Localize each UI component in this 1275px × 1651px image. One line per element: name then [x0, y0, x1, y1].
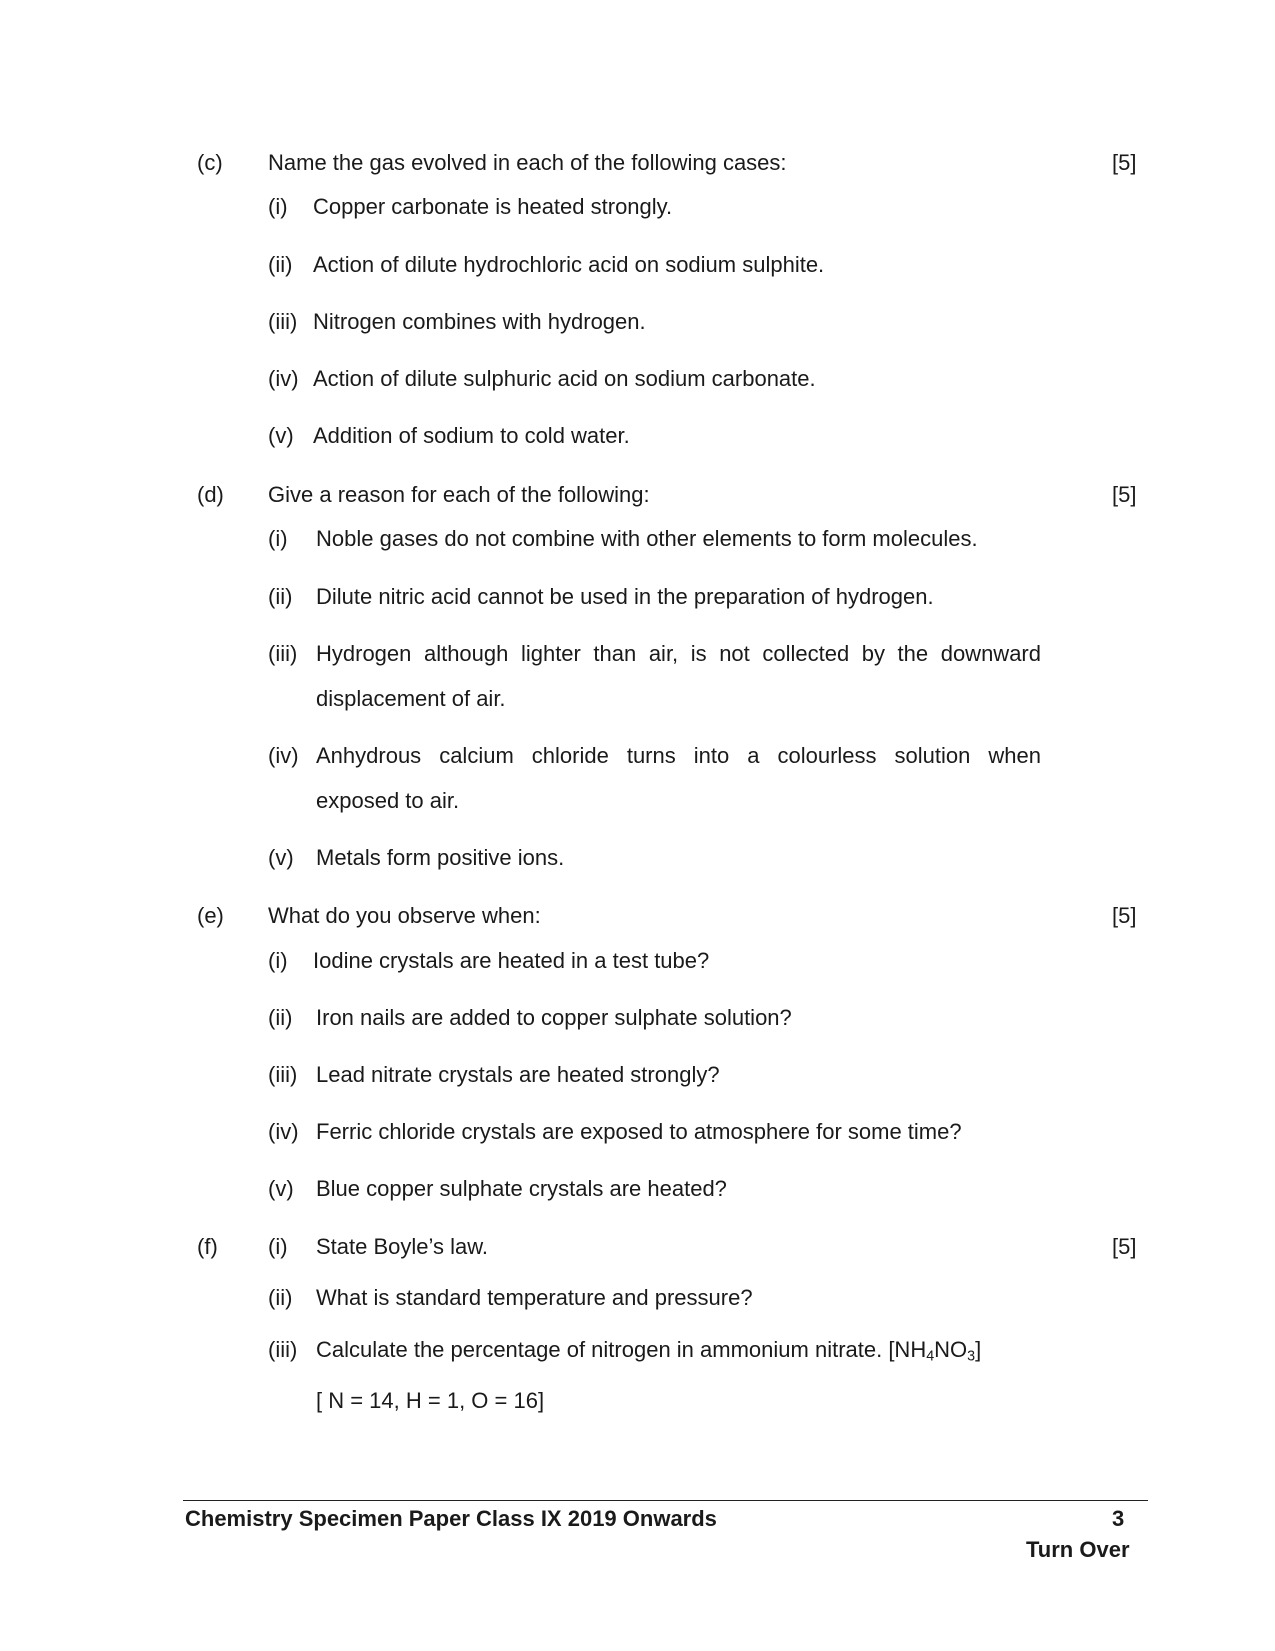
- f-iii-text: [316, 1336, 981, 1364]
- c-v-text: Addition of sodium to cold water.: [313, 423, 630, 448]
- question-d-label: (d): [197, 482, 224, 507]
- c-v-label: (v): [268, 423, 294, 448]
- c-i-label: (i): [268, 194, 288, 219]
- f-i-label: (i): [268, 1234, 288, 1259]
- c-i-text: Copper carbonate is heated strongly.: [313, 194, 673, 219]
- question-d-marks: [5]: [1112, 482, 1137, 507]
- subscript-4: 4: [926, 1348, 935, 1365]
- f-iii-text-end: ]: [975, 1337, 982, 1362]
- d-ii-text: Dilute nitric acid cannot be used in the preparation of hydrogen.: [316, 584, 934, 609]
- c-iv-label: (iv): [268, 366, 299, 391]
- d-ii-label: (ii): [268, 584, 293, 609]
- c-ii-label: (ii): [268, 252, 293, 277]
- question-e-marks: [5]: [1112, 903, 1137, 928]
- f-iii-text-main: Calculate the percentage of nitrogen in ammonium nitrate. [NH: [316, 1337, 927, 1362]
- d-i-label: (i): [268, 526, 288, 551]
- turn-over: Turn Over: [1026, 1537, 1130, 1562]
- c-iii-text: Nitrogen combines with hydrogen.: [313, 309, 646, 334]
- d-iv-text: Anhydrous calcium chloride turns into a colourless solution when: [316, 743, 1041, 768]
- f-ii-text: What is standard temperature and pressure?: [316, 1285, 753, 1310]
- e-iii-label: (iii): [268, 1062, 298, 1087]
- d-v-label: (v): [268, 845, 294, 870]
- d-v-text: Metals form positive ions.: [316, 845, 565, 870]
- question-c-marks: [5]: [1112, 150, 1137, 175]
- question-c-label: (c): [197, 150, 223, 175]
- question-e-text: What do you observe when:: [268, 903, 541, 928]
- e-ii-text: Iron nails are added to copper sulphate solution?: [316, 1005, 792, 1030]
- f-iii-text-mid: NO: [934, 1337, 968, 1362]
- f-iii-label: (iii): [268, 1337, 298, 1362]
- d-iii-text: Hydrogen although lighter than air, is not collected by the downward: [316, 641, 1041, 666]
- f-ii-label: (ii): [268, 1285, 293, 1310]
- footer-rule: [183, 1500, 1148, 1501]
- c-iv-text: Action of dilute sulphuric acid on sodium carbonate.: [313, 366, 816, 391]
- question-f-label: (f): [197, 1234, 218, 1259]
- footer-title: Chemistry Specimen Paper Class IX 2019 Onwards: [185, 1506, 717, 1531]
- atomic-masses: [ N = 14, H = 1, O = 16]: [316, 1388, 545, 1413]
- question-f-marks: [5]: [1112, 1234, 1137, 1259]
- e-v-label: (v): [268, 1176, 294, 1201]
- d-iii-text-continued: displacement of air.: [316, 686, 506, 711]
- e-iv-label: (iv): [268, 1119, 299, 1144]
- e-v-text: Blue copper sulphate crystals are heated?: [316, 1176, 727, 1201]
- d-i-text: Noble gases do not combine with other elements to form molecules.: [316, 526, 978, 551]
- d-iv-text-continued: exposed to air.: [316, 788, 460, 813]
- e-i-label: (i): [268, 948, 288, 973]
- c-ii-text: Action of dilute hydrochloric acid on sodium sulphite.: [313, 252, 825, 277]
- e-iv-text: Ferric chloride crystals are exposed to atmosphere for some time?: [316, 1119, 962, 1144]
- f-i-text: State Boyle’s law.: [316, 1234, 489, 1259]
- e-ii-label: (ii): [268, 1005, 293, 1030]
- e-i-text: Iodine crystals are heated in a test tube?: [313, 948, 710, 973]
- question-c-text: Name the gas evolved in each of the following cases:: [268, 150, 787, 175]
- subscript-3: 3: [967, 1348, 976, 1365]
- page-number: 3: [1112, 1506, 1125, 1531]
- d-iii-label: (iii): [268, 641, 298, 666]
- question-d-text: Give a reason for each of the following:: [268, 482, 650, 507]
- question-e-label: (e): [197, 903, 224, 928]
- e-iii-text: Lead nitrate crystals are heated strongly?: [316, 1062, 720, 1087]
- c-iii-label: (iii): [268, 309, 298, 334]
- d-iv-label: (iv): [268, 743, 299, 768]
